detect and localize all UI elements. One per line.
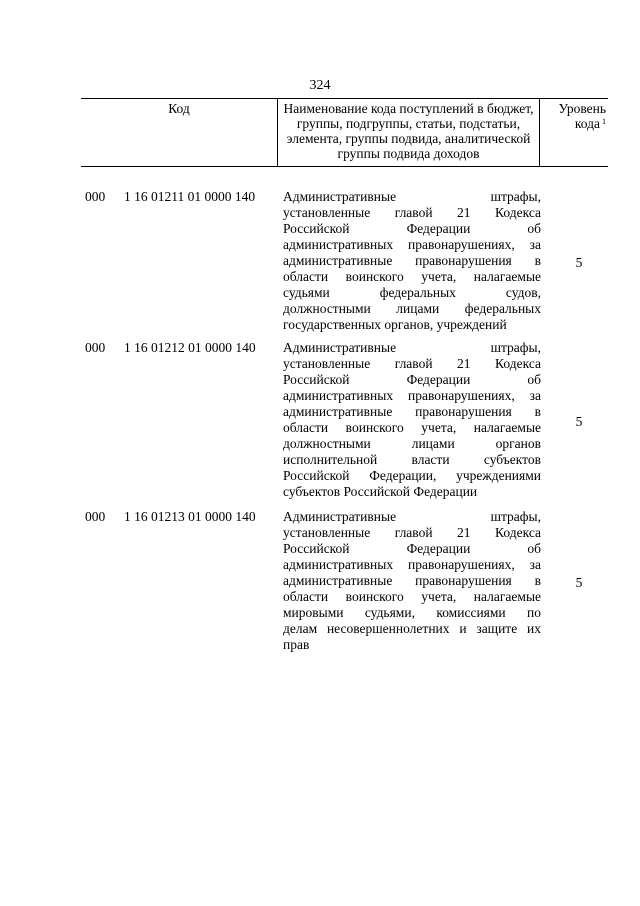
description-line: установленные главой 21 Кодекса bbox=[283, 356, 541, 371]
row-level: 5 bbox=[575, 255, 583, 270]
row-description bbox=[283, 509, 541, 653]
header-name: Наименование кода поступлений в бюджет, группы, подгруппы, статьи, подстатьи, элемента, группы подвида, аналитической группы подвида доходов bbox=[278, 99, 540, 166]
description-line: Административные штрафы, bbox=[283, 189, 541, 204]
description-line: должностными лицами федеральных bbox=[283, 301, 541, 316]
description-line: прав bbox=[283, 637, 310, 652]
description-line: установленные главой 21 Кодекса bbox=[283, 525, 541, 540]
description-line: области воинского учета, налагаемые bbox=[283, 420, 541, 435]
row-prefix: 000 bbox=[85, 340, 106, 355]
description-line: государственных органов, учреждений bbox=[283, 317, 507, 332]
description-line: области воинского учета, налагаемые bbox=[283, 589, 541, 604]
row-description bbox=[283, 340, 541, 500]
row-prefix: 000 bbox=[85, 509, 106, 524]
description-line: Российской Федерации, учреждениями bbox=[283, 468, 541, 483]
description-line: Российской Федерации об bbox=[283, 221, 541, 236]
row-description bbox=[283, 189, 541, 333]
description-line: Российской Федерации об bbox=[283, 372, 541, 387]
description-line: делам несовершеннолетних и защите их bbox=[283, 621, 541, 636]
description-line: административные правонарушения в bbox=[283, 253, 541, 268]
header-level bbox=[540, 99, 608, 166]
row-prefix: 000 bbox=[85, 189, 106, 204]
description-line: административных правонарушениях, за bbox=[283, 388, 541, 403]
row-code: 1 16 01212 01 0000 140 bbox=[124, 340, 256, 355]
description-line: административные правонарушения в bbox=[283, 404, 541, 419]
description-line: административных правонарушениях, за bbox=[283, 557, 541, 572]
header-code: Код bbox=[81, 99, 278, 166]
description-line: Административные штрафы, bbox=[283, 509, 541, 524]
header-level-footnote: 1 bbox=[602, 117, 606, 126]
description-line: субъектов Российской Федерации bbox=[283, 484, 478, 499]
row-code: 1 16 01213 01 0000 140 bbox=[124, 509, 256, 524]
page-number: 324 bbox=[309, 78, 331, 93]
row-level: 5 bbox=[575, 414, 583, 429]
row-level: 5 bbox=[575, 575, 583, 590]
table-header bbox=[81, 98, 608, 167]
description-line: административных правонарушениях, за bbox=[283, 237, 541, 252]
description-line: исполнительной власти субъектов bbox=[283, 452, 541, 467]
row-code: 1 16 01211 01 0000 140 bbox=[124, 189, 256, 204]
description-line: установленные главой 21 Кодекса bbox=[283, 205, 541, 220]
description-line: Российской Федерации об bbox=[283, 541, 541, 556]
description-line: должностными лицами органов bbox=[283, 436, 541, 451]
description-line: мировыми судьями, комиссиями по bbox=[283, 605, 541, 620]
description-line: административные правонарушения в bbox=[283, 573, 541, 588]
description-line: области воинского учета, налагаемые bbox=[283, 269, 541, 284]
header-level-label: Уровень кода bbox=[558, 101, 606, 131]
description-line: судьями федеральных судов, bbox=[283, 285, 541, 300]
description-line: Административные штрафы, bbox=[283, 340, 541, 355]
